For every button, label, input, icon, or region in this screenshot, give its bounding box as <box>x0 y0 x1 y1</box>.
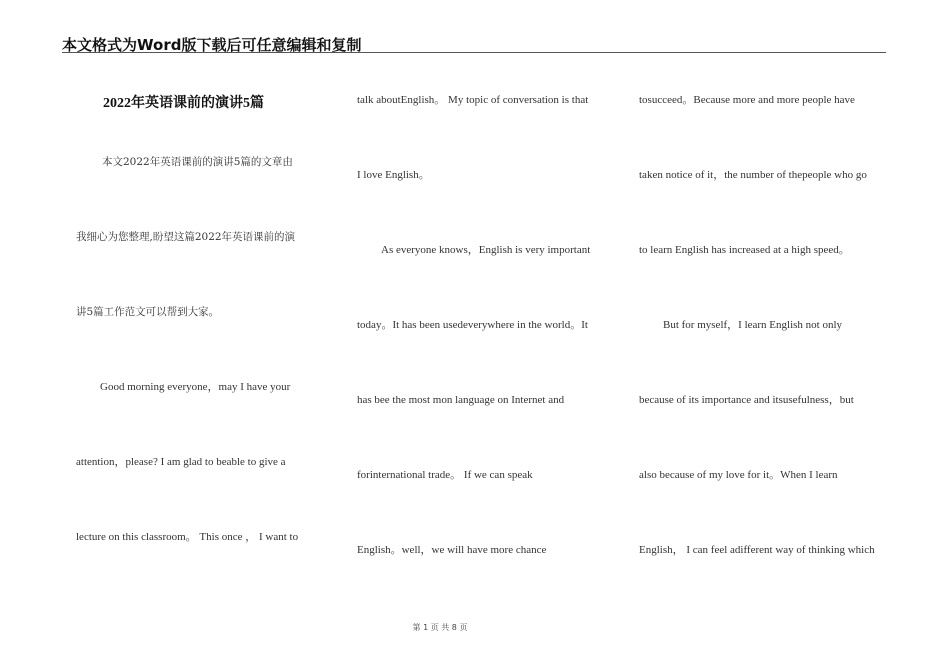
column-3-line-2: taken notice of it，the number of thepeople who go <box>639 169 867 181</box>
column-2-line-6: forinternational trade。 If we can speak <box>357 469 533 481</box>
column-1-line-6: lecture on this classroom。 This once ， I want to <box>76 531 299 543</box>
column-1-line-4: Good morning everyone，may I have your <box>100 381 291 393</box>
document-title: 2022年英语课前的演讲5篇 <box>103 96 264 111</box>
column-3-line-7: English， I can feel adifferent way of thinking which <box>639 544 875 556</box>
column-1-line-3: 讲5篇工作范文可以帮到大家。 <box>76 306 220 318</box>
column-2-line-4: today。It has been usedeverywhere in the world。It <box>357 319 588 331</box>
column-1-line-1: 本文2022年英语课前的演讲5篇的文章由 <box>102 156 293 168</box>
header-divider <box>62 52 886 53</box>
column-3-line-3: to learn English has increased at a high speed。 <box>639 244 850 256</box>
column-2-line-5: has bee the most mon language on Internet and <box>357 394 565 406</box>
column-2-line-3: As everyone knows，English is very important <box>381 244 591 256</box>
column-3-line-1: tosucceed。Because more and more people have <box>639 94 855 106</box>
column-2-line-2: I love English。 <box>357 169 430 181</box>
column-1-line-5: attention，please? I am glad to beable to give a <box>76 456 286 468</box>
column-1-line-2: 我细心为您整理,盼望这篇2022年英语课前的演 <box>76 231 296 243</box>
column-2-line-7: English。well，we will have more chance <box>357 544 547 556</box>
column-2-line-1: talk aboutEnglish。 My topic of conversation is that <box>357 94 589 106</box>
column-3-line-6: also because of my love for it。When I learn <box>639 469 838 481</box>
page-number-footer: 第 1 页 共 8 页 <box>412 623 468 632</box>
column-3-line-4: But for myself，I learn English not only <box>663 319 843 331</box>
page-header-title: 本文格式为Word版下载后可任意编辑和复制 <box>62 36 362 54</box>
column-3-line-5: because of its importance and itsusefulness，but <box>639 394 854 406</box>
